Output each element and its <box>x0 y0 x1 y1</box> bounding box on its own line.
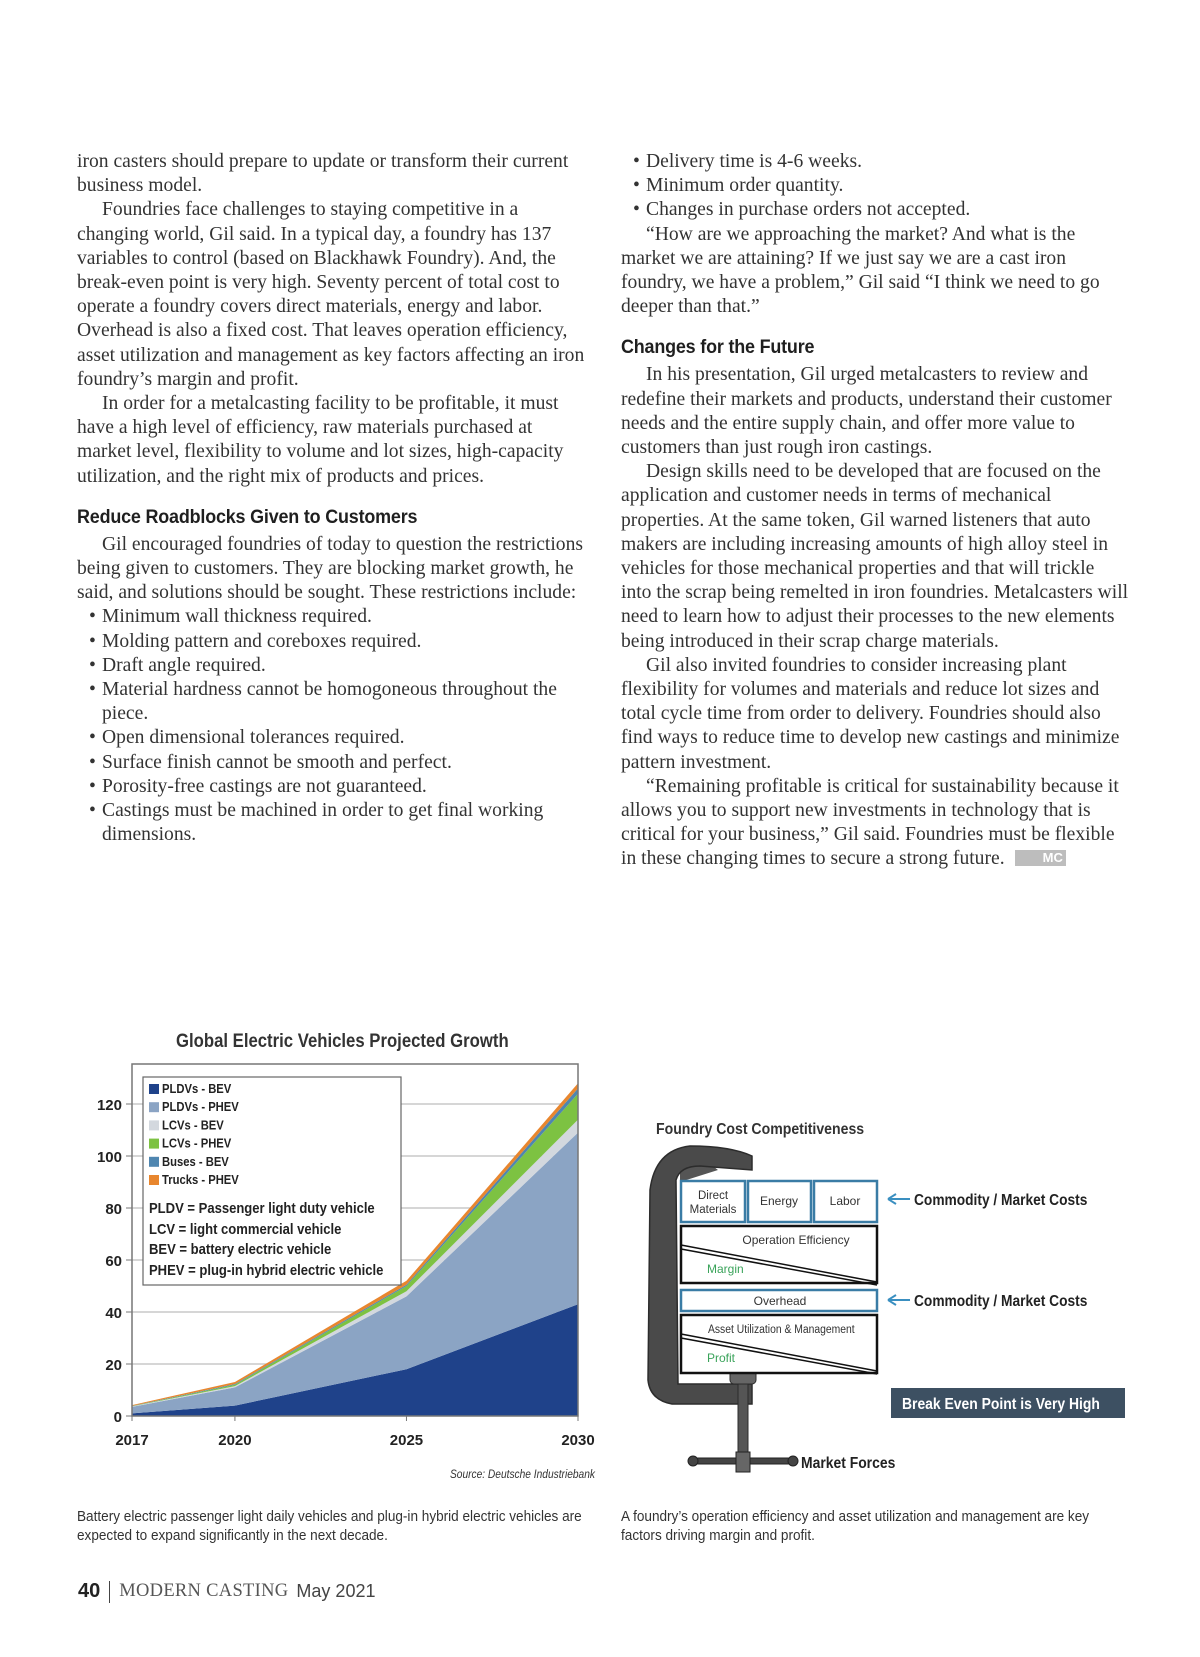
y-tick-label: 40 <box>105 1305 122 1322</box>
legend-label: Buses - BEV <box>162 1154 229 1169</box>
market-forces-label: Market Forces <box>801 1454 896 1473</box>
page-footer <box>78 1580 375 1603</box>
arrow-left-icon <box>888 1194 910 1204</box>
y-tick-label: 20 <box>105 1357 122 1374</box>
commodity-costs-label: Commodity / Market Costs <box>914 1191 1088 1210</box>
legend-swatch <box>149 1102 159 1112</box>
chart-source: Source: Deutsche Industriebank <box>449 1468 595 1482</box>
y-tick-label: 80 <box>105 1201 122 1218</box>
clamp-handle-knob <box>788 1456 798 1466</box>
x-tick-label: 2025 <box>389 1432 424 1449</box>
legend-label: Trucks - PHEV <box>162 1172 239 1188</box>
section-heading: Reduce Roadblocks Given to Customers <box>77 505 418 528</box>
issue-date: May 2021 <box>296 1581 376 1601</box>
paragraph: Foundries face challenges to staying competitive in a changing world, Gil said. In a typical day, a foundry has 137 variables to control (based on Blackhawk Foundry). And, the break-even point is very high. Seventy percent of total cost to operate a foundry covers direct materials, energy and labor. Overhead is also a fixed cost. That leaves operation efficiency, asset utilization and management as key factors affecting an iron foundry’s margin and profit. <box>77 199 585 390</box>
chart-title: Global Electric Vehicles Projected Growth <box>176 1031 509 1052</box>
y-tick-label: 60 <box>105 1253 122 1270</box>
chart-caption: Battery electric passenger light daily vehicles and plug-in hybrid electric vehicles are expected to expand significantly in the next decade. <box>77 1509 582 1544</box>
overhead-label: Overhead <box>753 1294 807 1308</box>
operation-efficiency-label: Operation Efficiency <box>742 1233 850 1247</box>
legend-label: LCVs - PHEV <box>162 1136 232 1151</box>
paragraph: In order for a metalcasting facility to be profitable, it must have a high level of efficiency, raw materials purchased at market level, flexibility to volume and lot sizes, high-capacity utilization, and the right mix of products and prices. <box>77 393 564 487</box>
list-item: • Surface finish cannot be smooth and perfect. <box>77 751 585 775</box>
magazine-name: MODERN CASTING <box>119 1581 289 1601</box>
clamp-handle-knob <box>688 1456 698 1466</box>
legend-label: PLDVs - PHEV <box>162 1099 239 1115</box>
x-tick-label: 2017 <box>115 1432 149 1449</box>
y-tick-label: 120 <box>96 1097 122 1114</box>
list-item: • Delivery time is 4-6 weeks. <box>621 150 1129 174</box>
paragraph-text: “Remaining profitable is critical for sustainability because it allows you to support new investments in technology that is critical for your business,” Gil said. Foundries must be flexible in these changing times to secure a strong future. <box>621 775 1119 870</box>
x-tick-label: 2020 <box>218 1432 252 1449</box>
commodity-costs-label: Commodity / Market Costs <box>914 1292 1088 1311</box>
legend-definition: PHEV = plug-in hybrid electric vehicle <box>149 1262 384 1279</box>
direct-materials-label: Direct <box>697 1190 729 1202</box>
list-item: • Open dimensional tolerances required. <box>77 726 585 750</box>
list-item: • Minimum order quantity. <box>621 174 1129 198</box>
section-heading: Changes for the Future <box>621 336 815 359</box>
y-tick-label: 0 <box>113 1409 122 1426</box>
chart-legend <box>143 1077 401 1285</box>
legend-swatch <box>149 1139 159 1149</box>
paragraph: Gil encouraged foundries of today to question the restrictions being given to customers. They are blocking market growth, he said, and solutions should be sought. These restrictions include: <box>77 533 584 604</box>
list-item: • Porosity-free castings are not guaranteed. <box>77 775 585 799</box>
diagram-title: Foundry Cost Competitiveness <box>656 1121 865 1138</box>
list-item: • Molding pattern and coreboxes required. <box>77 630 585 654</box>
energy-label: Energy <box>759 1194 799 1208</box>
list-item: • Changes in purchase orders not accepted. <box>621 198 1129 222</box>
legend-definition: PLDV = Passenger light duty vehicle <box>149 1200 375 1217</box>
footer-divider <box>109 1581 110 1603</box>
asset-utilization-label: Asset Utilization & Management <box>708 1323 855 1337</box>
legend-swatch <box>149 1120 159 1130</box>
legend-label: PLDVs - BEV <box>162 1081 232 1097</box>
arrow-left-icon <box>888 1295 910 1305</box>
clamp-handle-hub <box>736 1452 750 1472</box>
page-number: 40 <box>78 1580 101 1602</box>
paragraph: In his presentation, Gil urged metalcasters to review and redefine their markets and products, understand their customer needs and the entire supply chain, and offer more value to customers than just rough iron castings. <box>621 364 1112 459</box>
clamp-screw <box>738 1374 748 1454</box>
profit-label: Profit <box>707 1351 736 1365</box>
paragraph: “How are we approaching the market? And what is the market we are attaining? If we just say we are a cast iron foundry, we have a problem,” Gil said “I think we need to go deeper than that.” <box>621 223 1100 318</box>
x-tick-label: 2030 <box>561 1432 595 1449</box>
break-even-label: Break Even Point is Very High <box>902 1395 1100 1414</box>
paragraph: Gil also invited foundries to consider increasing plant flexibility for volumes and materials and reduce lot sizes and total cycle time from order to delivery. Foundries should also find ways to reduce time to develop new castings and minimize pattern investment. <box>621 654 1120 773</box>
paragraph: Design skills need to be developed that are focused on the application and customer needs in terms of mechanical properties. At the same token, Gil warned listeners that auto makers are including increasing amounts of high alloy steel in vehicles for those mechanical properties and that will trickle into the scrap being remelted in iron foundries. Metalcasters will need to learn how to adjust their processes to the new elements being introduced in their scrap charge materials. <box>621 461 1129 652</box>
end-mark-badge: MC <box>1015 850 1066 866</box>
diagram-caption: A foundry’s operation efficiency and asset utilization and management are key factors driving margin and profit. <box>621 1509 1090 1544</box>
list-item: • Draft angle required. <box>77 654 585 678</box>
list-item: • Minimum wall thickness required. <box>77 605 585 629</box>
legend-swatch <box>149 1084 159 1094</box>
list-item: • Castings must be machined in order to get final working dimensions. <box>77 799 585 847</box>
labor-label: Labor <box>829 1194 861 1208</box>
foundry-cost-diagram <box>648 1146 1125 1472</box>
legend-swatch <box>149 1157 159 1167</box>
legend-swatch <box>149 1175 159 1185</box>
list-item: • Material hardness cannot be homogoneous throughout the piece. <box>77 678 585 726</box>
direct-materials-label: Materials <box>689 1204 737 1216</box>
legend-definition: LCV = light commercial vehicle <box>149 1221 342 1238</box>
margin-label: Margin <box>707 1262 744 1276</box>
legend-label: LCVs - BEV <box>162 1117 224 1133</box>
legend-definition: BEV = battery electric vehicle <box>149 1241 332 1258</box>
paragraph: iron casters should prepare to update or transform their current business model. <box>77 151 569 197</box>
y-tick-label: 100 <box>96 1149 122 1166</box>
